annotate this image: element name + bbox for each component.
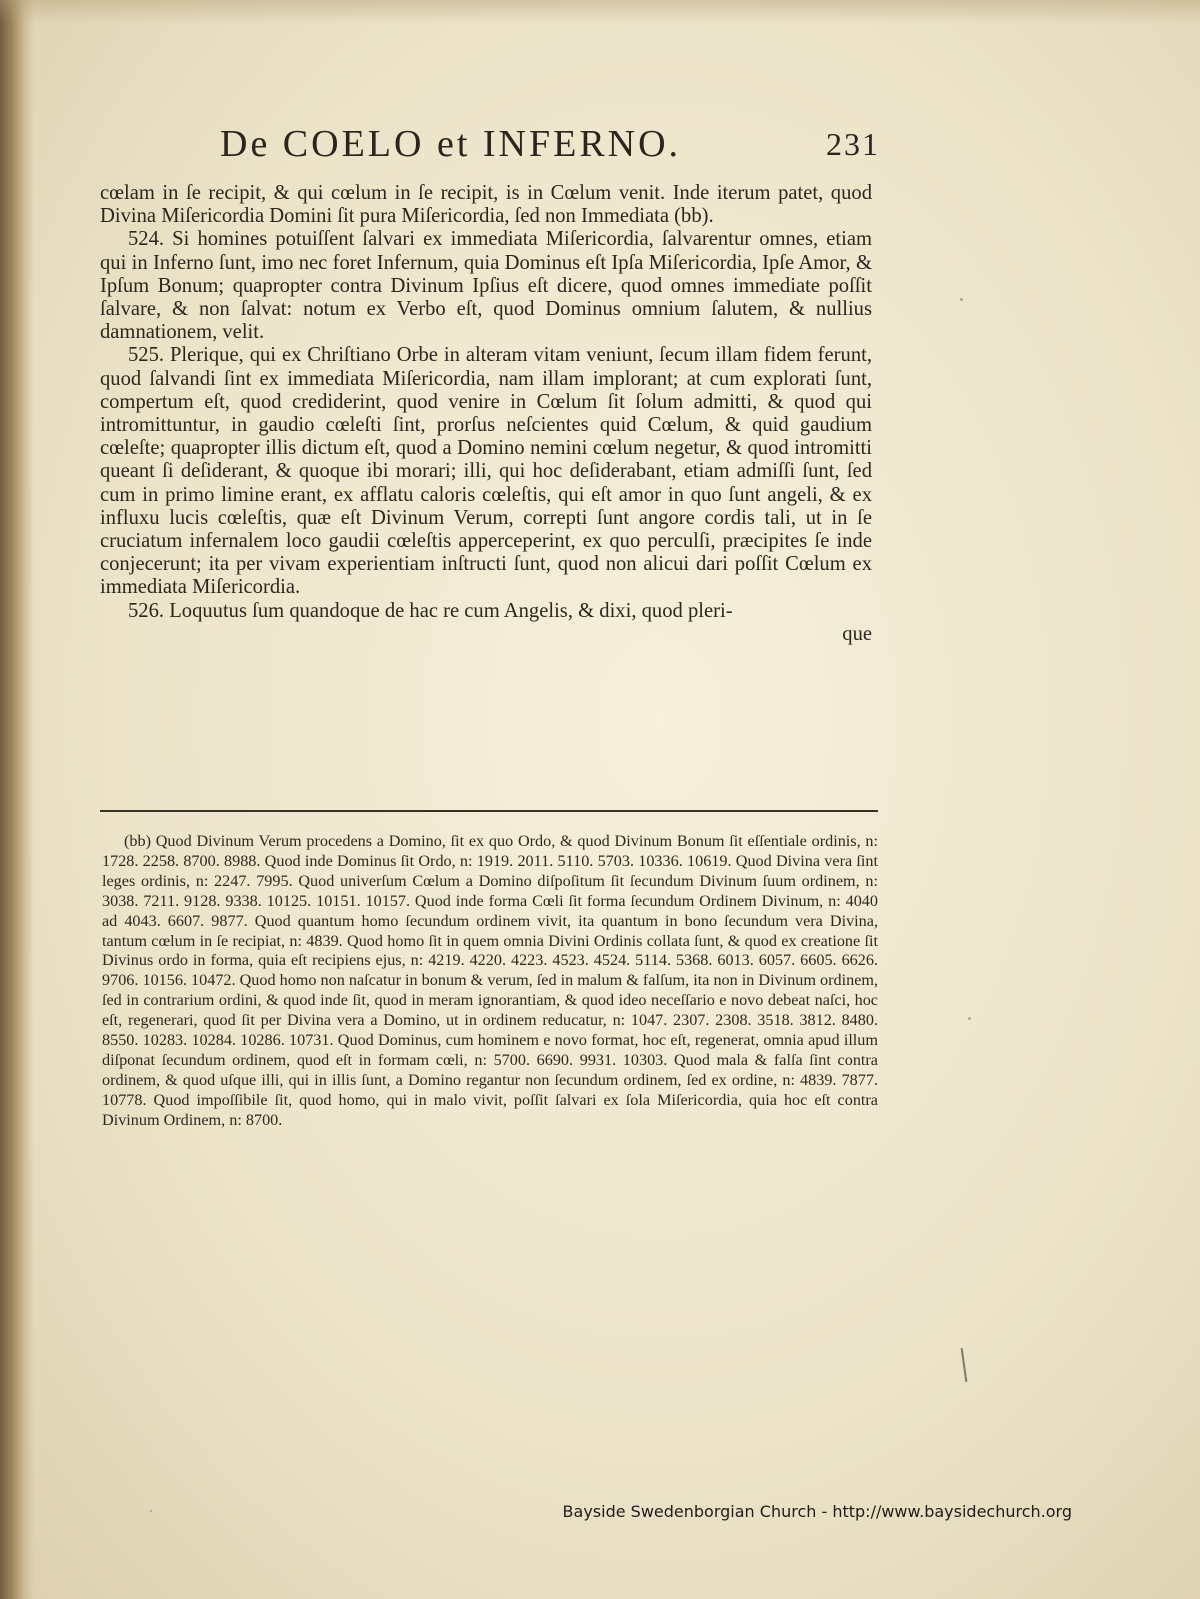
paragraph-525: 525. Plerique, qui ex Chriſtiano Orbe in alteram vitam veniunt, ſecum illam fidem ferunt, quod ſalvandi ſint ex immediata Miſericordia, nam illam implorant; at cum explorati ſunt, compertum eſt, quod crediderint, quod venire in Cœlum ſit ſolum admitti, & quod qui intromittuntur, in gaudio cœleſti ſint, prorſus neſcientes quid Cœlum, & quid gaudium cœleſte; quapropter illis dictum eſt, quod a Domino nemini cœlum negetur, & quod intromitti queant ſi deſiderant, & quoque ibi morari; illi, qui hoc deſiderabant, etiam admiſſi ſunt, ſed cum in primo limine erant, ex afflatu caloris cœleſtis, qui eſt amor in quo ſunt angeli, & ex influxu lucis cœleſtis, quæ eſt Divinum Verum, correpti ſunt angore cordis tali, ut in ſe cruciatum infernalem loco gaudii cœleſtis apperceperint, ex quo perculſi, præcipites ſe inde conjecerunt; ita per vivam experientiam inſtructi ſunt, quod non alicui dari poſſit Cœlum ex immediata Miſericordia. xyxy=(100,344,872,599)
page-header xyxy=(100,122,880,170)
catchword: que xyxy=(842,622,872,645)
footnote-text: (bb) Quod Divinum Verum procedens a Domino, ſit ex quo Ordo, & quod Divinum Bonum ſit eſſentiale ordinis, n: 1728. 2258. 8700. 8988. Quod inde Dominus ſit Ordo, n: 1919. 2011. 5110. 5703. 10336. 10619. Quod Divina vera ſint leges ordinis, n: 2247. 7995. Quod univerſum Cœlum a Domino diſpoſitum ſit ſecundum Divinum ſuum ordinem, n: 3038. 7211. 9128. 9338. 10125. 10151. 10157. Quod inde forma Cœli ſit forma ſecundum Ordinem Divinum, n: 4040 ad 4043. 6607. 9877. Quod quantum homo ſecundum ordinem vivit, ita quantum in bono ſecundum vera Divina, tantum cœlum in ſe recipiat, n: 4839. Quod homo ſit in quem omnia Divini Ordinis collata ſunt, & quod ex creatione ſit Divinus ordo in forma, quia eſt recipiens ejus, n: 4219. 4220. 4223. 4523. 4524. 5114. 5368. 6013. 6057. 6605. 6626. 9706. 10156. 10472. Quod homo non naſcatur in bonum & verum, ſed in malum & falſum, ita non in Divinum ordinem, ſed in contrarium ordini, & quod inde ſit, quod in meram ignorantiam, & quod ideo neceſſario e novo debeat naſci, hoc eſt, regenerari, quod ſit per Divina vera a Domino, ut in ordinem reducatur, n: 1047. 2307. 2308. 3518. 3812. 8480. 8550. 10283. 10284. 10286. 10731. Quod Dominus, cum hominem e novo format, hoc eſt, regenerat, omnia apud illum diſponat ſecundum ordinem, quod eſt in formam cœli, n: 5700. 6690. 9931. 10303. Quod mala & falſa ſint contra ordinem, & quod uſque illi, qui in illis ſunt, a Domino regantur non ſecundum ordinem, ſed ex ordine, n: 4839. 7877. 10778. Quod impoſſibile ſit, quod homo, qui in malo vivit, poſſit ſalvari ex ſola Miſericordia, quia hoc eſt contra Divinum Ordinem, n: 8700. xyxy=(102,832,879,1129)
page-edge-wear xyxy=(0,0,1200,24)
footnote-rule xyxy=(100,810,878,812)
paragraph-524: 524. Si homines potuiſſent ſalvari ex immediata Miſericordia, ſalvarentur omnes, etiam qui in Inferno ſunt, imo nec foret Infernum, quia Dominus eſt Ipſa Miſericordia, Ipſe Amor, & Ipſum Bonum; quapropter contra Divinum Ipſius eſt dicere, quod omnes immediate poſſit ſalvare, & non ſalvat: notum ex Verbo eſt, quod Dominus omnium ſalutem, & nullius damnationem, velit. xyxy=(100,228,872,344)
footnote-bb xyxy=(102,832,878,1131)
paragraph-526: 526. Loquutus ſum quandoque de hac re cum Angelis, & dixi, quod pleri- xyxy=(128,599,733,622)
binding-shadow xyxy=(0,0,34,1599)
main-text xyxy=(100,182,872,646)
page-number: 231 xyxy=(826,126,880,162)
watermark-link[interactable]: Bayside Swedenborgian Church - http://www.baysidechurch.org xyxy=(562,1502,1072,1521)
paper-speck xyxy=(968,1017,971,1020)
running-title: De COELO et INFERNO. xyxy=(220,123,682,165)
paragraph-continuation: cœlam in ſe recipit, & qui cœlum in ſe recipit, is in Cœlum venit. Inde iterum patet, quod Divina Miſericordia Domini ſit pura Miſericordia, ſed non Immediata (bb). xyxy=(100,182,872,228)
paper-scratch xyxy=(961,1348,968,1382)
paper-speck xyxy=(150,1510,152,1512)
paper-speck xyxy=(960,298,963,301)
